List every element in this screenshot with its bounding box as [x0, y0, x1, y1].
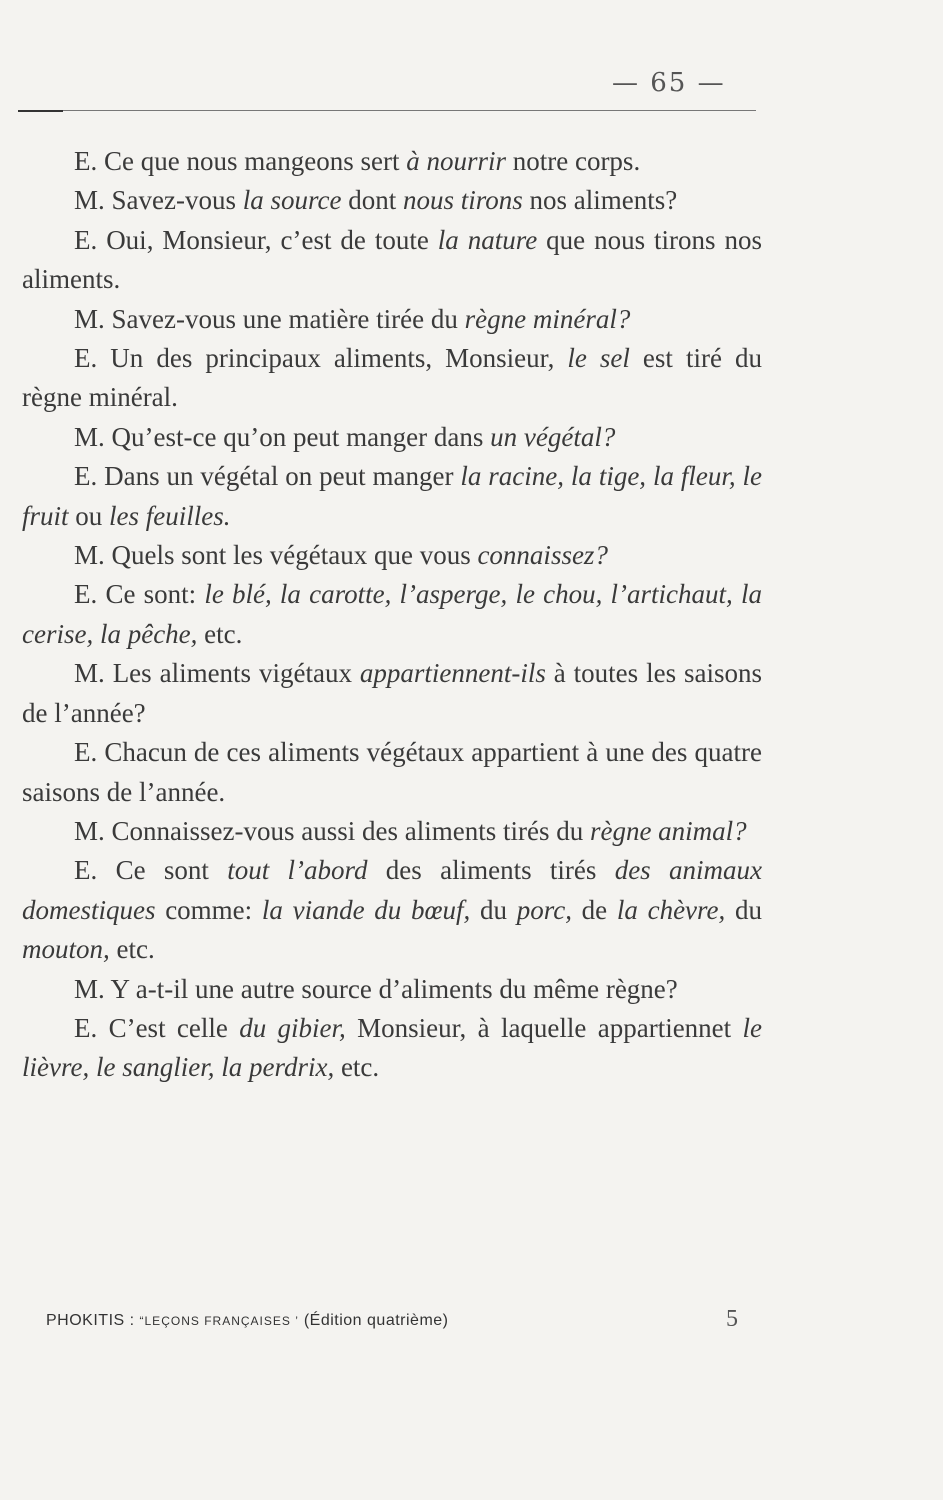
italic-term: les feuilles.	[109, 500, 231, 531]
italic-term: appartiennent-ils	[359, 658, 546, 689]
text-segment: etc.	[334, 1052, 380, 1083]
footer-citation	[46, 1312, 746, 1330]
italic-term: la chèvre,	[616, 894, 726, 925]
italic-term: le sel	[567, 343, 630, 374]
italic-term: du gibier,	[239, 1012, 346, 1043]
dialogue-paragraph	[22, 1009, 762, 1088]
text-segment: notre corps.	[505, 146, 641, 176]
dialogue-paragraph	[22, 457, 762, 536]
dialogue-paragraph	[22, 654, 762, 733]
text-segment: C’est celle	[108, 1012, 240, 1043]
speaker-label: E.	[74, 343, 111, 374]
text-segment: Oui, Monsieur, c’est de toute	[106, 224, 438, 255]
text-segment: Savez-vous	[111, 185, 243, 216]
speaker-label: E.	[74, 737, 105, 768]
italic-term: règne animal?	[589, 815, 747, 846]
italic-term: le blé, la carotte, l’asperge, le chou, l’artichaut, la cerise, la pêche,	[22, 579, 762, 649]
text-segment: ou	[68, 500, 110, 531]
signature-mark: 5	[726, 1306, 738, 1332]
dialogue-paragraph	[22, 851, 762, 969]
speaker-label: E.	[74, 855, 116, 886]
italic-term: le lièvre, le sanglier, la perdrix,	[22, 1012, 762, 1083]
text-segment: comme:	[155, 894, 262, 925]
italic-term: mouton,	[22, 934, 110, 965]
dialogue-paragraph	[22, 300, 762, 339]
speaker-label: E.	[74, 461, 105, 492]
italic-term: nous tirons	[402, 185, 523, 216]
text-segment: etc.	[197, 618, 243, 649]
text-segment: de	[571, 894, 617, 925]
text-segment: Y a-t-il une autre source d’aliments du même règne?	[110, 973, 678, 1004]
footer-author: PHOKITIS :	[46, 1312, 140, 1329]
speaker-label: M.	[74, 303, 112, 334]
text-segment: Ce sont:	[105, 579, 205, 610]
text-segment: Qu’est-ce qu’on peut manger dans	[111, 421, 491, 452]
dialogue-paragraph	[22, 536, 762, 575]
dialogue-paragraph	[22, 339, 762, 418]
speaker-label: M.	[74, 540, 112, 571]
text-segment: Connaissez-vous aussi des aliments tirés du	[111, 815, 590, 846]
dialogue-paragraph	[22, 418, 762, 457]
text-segment: Ce sont	[115, 855, 228, 886]
footer-title: “LEÇONS FRANÇAISES ’	[139, 1314, 299, 1328]
speaker-label: E.	[74, 224, 107, 255]
header-rule	[18, 110, 756, 111]
text-segment: à toutes les saisons de l’année?	[22, 658, 763, 728]
dialogue-paragraph	[22, 221, 762, 300]
italic-term: la viande du bœuf,	[261, 894, 471, 925]
text-segment: du	[470, 894, 517, 925]
speaker-label: M.	[74, 973, 111, 1004]
speaker-label: E.	[74, 579, 106, 610]
speaker-label: M.	[74, 815, 112, 846]
text-segment: Monsieur, à laquelle appartiennet	[345, 1012, 743, 1043]
text-segment: Savez-vous une matière tirée du	[111, 303, 465, 334]
dialogue-text	[22, 142, 762, 1088]
text-segment: Dans un végétal on peut manger	[104, 461, 461, 492]
text-segment: des aliments tirés	[367, 855, 615, 886]
text-segment: que nous tirons nos aliments.	[22, 224, 762, 295]
italic-term: des animaux domestiques	[22, 855, 762, 925]
italic-term: un végétal?	[490, 421, 616, 452]
dialogue-paragraph	[22, 733, 762, 812]
italic-term: règne minéral?	[464, 303, 631, 334]
footer-edition: (Édition quatrième)	[298, 1312, 449, 1329]
italic-term: la source	[242, 185, 342, 216]
text-segment: Chacun de ces aliments végétaux appartient à une des quatre saisons de l’année.	[22, 737, 762, 807]
dialogue-paragraph	[22, 142, 762, 181]
dialogue-paragraph	[22, 575, 762, 654]
speaker-label: E.	[74, 1012, 109, 1043]
text-segment: Les aliments vigétaux	[112, 658, 360, 689]
dialogue-paragraph	[22, 970, 762, 1009]
speaker-label: M.	[74, 658, 113, 689]
italic-term: porc,	[516, 894, 572, 925]
italic-term: la nature	[437, 224, 538, 255]
text-segment: Ce que nous mangeons sert	[104, 146, 407, 176]
dialogue-paragraph	[22, 181, 762, 220]
speaker-label: M.	[74, 185, 112, 216]
header-rule-accent	[18, 110, 63, 112]
text-segment: est tiré du règne minéral.	[22, 343, 762, 413]
text-segment: etc.	[109, 934, 155, 965]
italic-term: la racine, la tige, la fleur, le fruit	[22, 461, 762, 531]
text-segment: du	[725, 894, 763, 925]
text-segment: Quels sont les végétaux que vous	[111, 540, 478, 571]
italic-term: à nourrir	[406, 146, 506, 176]
speaker-label: M.	[74, 421, 112, 452]
text-segment: Un des principaux aliments, Monsieur,	[110, 343, 568, 374]
text-segment: nos aliments?	[522, 185, 678, 216]
text-segment: dont	[341, 185, 403, 216]
page-number: — 65 —	[612, 68, 726, 98]
speaker-label: E.	[74, 146, 104, 176]
dialogue-paragraph	[22, 812, 762, 851]
italic-term: tout l’abord	[227, 855, 368, 886]
italic-term: connaissez?	[477, 540, 608, 571]
